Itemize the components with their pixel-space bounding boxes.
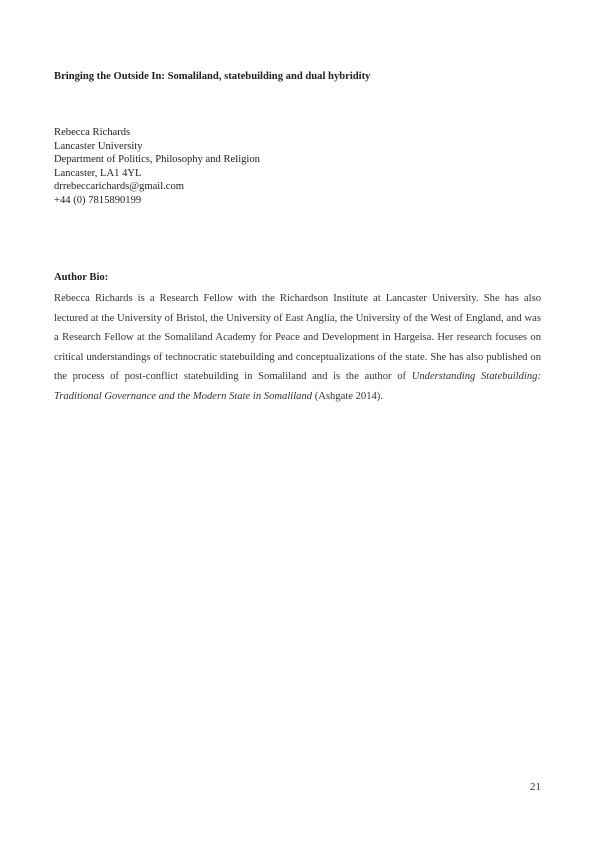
page-number: 21: [530, 781, 541, 793]
bio-text-after: (Ashgate 2014).: [312, 390, 383, 402]
author-bio-heading: Author Bio:: [54, 272, 109, 283]
author-institution: Lancaster University: [54, 140, 143, 152]
author-department: Department of Politics, Philosophy and Religion: [54, 154, 260, 166]
bio-text-before: Rebecca Richards is a Research Fellow with the Richardson Institute at Lancaster University. She has also lectured at the University of Bristol, the University of East Anglia, the University of the West of England, and was a Research Fellow at the Somaliland Academy for Peace and Development in Hargeisa. Her research focuses on critical understandings of technocratic statebuilding and conceptualizations of the state. She has also published on the process of post-conflict statebuilding in Somaliland and is the author of: [54, 293, 541, 383]
author-name: Rebecca Richards: [54, 127, 131, 138]
paper-title: Bringing the Outside In: Somaliland, statebuilding and dual hybridity: [54, 71, 371, 82]
author-contact-block: [54, 126, 454, 208]
bio-book-title: Understanding Statebuilding: Traditional Governance and the Modern State in Somaliland: [54, 371, 541, 402]
author-email: drrebeccarichards@gmail.com: [54, 181, 185, 193]
author-bio-paragraph: [54, 289, 541, 407]
author-address: Lancaster, LA1 4YL: [54, 167, 142, 179]
author-phone: +44 (0) 7815890199: [54, 194, 142, 206]
